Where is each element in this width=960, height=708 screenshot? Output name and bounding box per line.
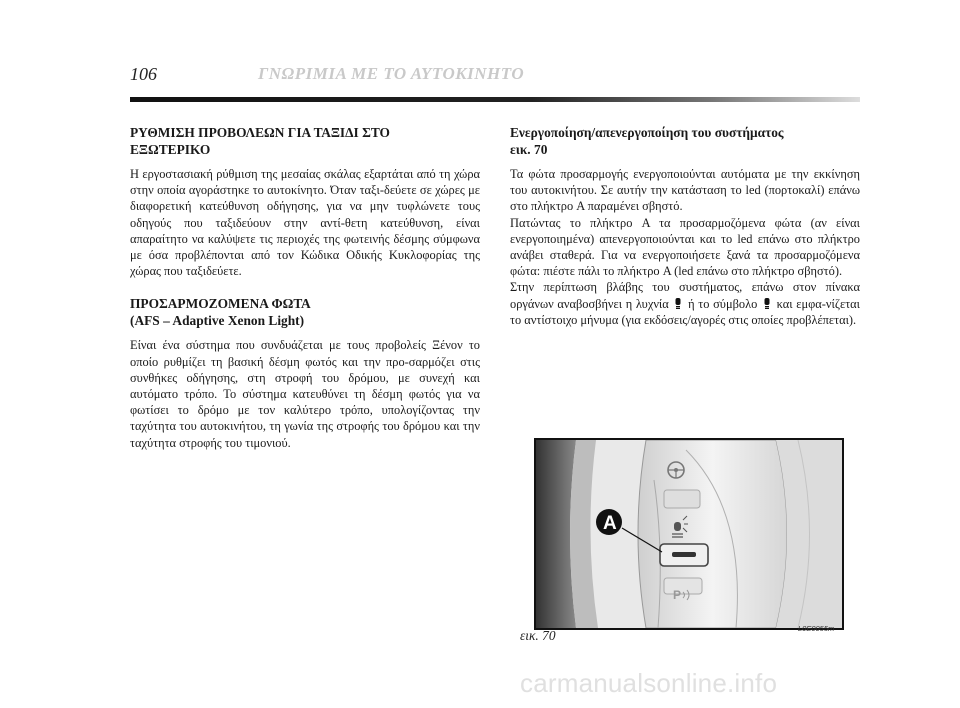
watermark: carmanualsonline.info [520, 668, 778, 698]
afs-button-led [672, 552, 696, 557]
section-title-line: ΠΡΟΣΑΡΜΟΖΟΜΕΝΑ ΦΩΤΑ [130, 296, 311, 312]
section-title-activation [510, 124, 860, 158]
text-fragment: και εμφα-νίζεται το αντίστοιχο μήνυμα (για εκδόσεις/αγορές στις οποίες προβλέπεται). [510, 296, 860, 327]
afs-button-upper[interactable] [664, 490, 700, 508]
right-column [510, 124, 860, 328]
callout-marker-label: A [603, 513, 617, 534]
paragraph-activation-3 [510, 279, 860, 328]
lower-button[interactable] [664, 578, 702, 594]
left-column [130, 124, 480, 451]
svg-text:P: P [673, 588, 682, 602]
section-title-line: εικ. 70 [510, 142, 548, 157]
paragraph-adaptive-lights: Είναι ένα σύστημα που συνδυάζεται με τους προβολείς Ξένον το οποίο ρυθμίζει τη βασική δέσμη φωτός και την προ-σαρμόζει στις συνθήκες οδήγησης, στη στροφή του δρόμου, με συνεχή και αυτόματο τρόπο. Το σύστημα κατευθύνει τη δέσμη φωτός για να φωτίσει το δρόμο με τον καλύτερο τρόπο, υπολογίζοντας την ταχύτητα του αυτοκινήτου, τη γωνία της στροφής του δρόμου και την ταχύτητα στροφής του τιμονιού. [130, 338, 480, 450]
text-fragment: ή το σύμβολο [688, 296, 758, 311]
paragraph-activation-1: Τα φώτα προσαρμογής ενεργοποιούνται αυτόματα με την εκκίνηση του αυτοκινήτου. Σε αυτήν την κατάσταση το led (πορτοκαλί) επάνω στο πλήκτρο A παραμένει σβηστό. [510, 167, 860, 214]
figure-caption: εικ. 70 [520, 628, 556, 643]
section-title-line: Ενεργοποίηση/απενεργοποίηση του συστήματος [510, 125, 784, 140]
header-rule [130, 97, 860, 102]
figure-code: L0E0055m [798, 624, 835, 633]
dashboard-illustration [536, 440, 842, 628]
page-number: 106 [130, 64, 157, 84]
running-title: ΓΝΩΡΙΜΙΑ ΜΕ ΤΟ ΑΥΤΟΚΙΝΗΤΟ [258, 64, 525, 83]
text-fragment: Στην περίπτωση βλάβης του συστήματος, επάνω στον πίνακα οργάνων αναβοσβήνει η λυχνία [510, 280, 860, 311]
section-title-adaptive-lights [130, 295, 480, 329]
afs-symbol-icon [764, 298, 770, 309]
section-title-headlight-adjustment [130, 124, 480, 158]
paragraph-headlight-adjustment: Η εργοστασιακή ρύθμιση της μεσαίας σκάλας εξαρτάται από τη χώρα στην οποία αγοράστηκε το αυτοκίνητο. Όταν ταξι-δεύετε σε χώρες με διαφορετική κατεύθυνση οδήγησης, για να μην τυφλώνετε τους οδηγούς που ταξιδεύουν στην αντί-θετη κατεύθυνση, είναι απαραίτητο να καλύψετε τις περιοχές της φωτεινής δέσμης σύμφωνα με όσα προβλέπονται από τον Κώδικα Οδικής Κυκλοφορίας της χώρας που ταξιδεύετε. [130, 167, 480, 279]
section-title-line: ΡΥΘΜΙΣΗ ΠΡΟΒΟΛΕΩΝ ΓΙΑ ΤΑΞΙΔΙ ΣΤΟ [130, 125, 390, 140]
section-title-line: (AFS – Adaptive Xenon Light) [130, 313, 305, 329]
paragraph-activation-2: Πατώντας το πλήκτρο A τα προσαρμοζόμενα φώτα (αν είναι ενεργοποιημένα) απενεργοποιούνται και το led επάνω στο πλήκτρο ανάβει σταθερά. Για να ενεργοποιήσετε ξανά τα προσαρμοζόμενα φώτα: πιέστε πάλι το πλήκτρο A (led επάνω στο πλήκτρο σβηστό). [510, 215, 860, 279]
figure-70 [534, 438, 844, 630]
section-title-line: ΕΞΩΤΕΡΙΚΟ [130, 142, 211, 157]
afs-warning-lamp-icon [675, 298, 681, 309]
